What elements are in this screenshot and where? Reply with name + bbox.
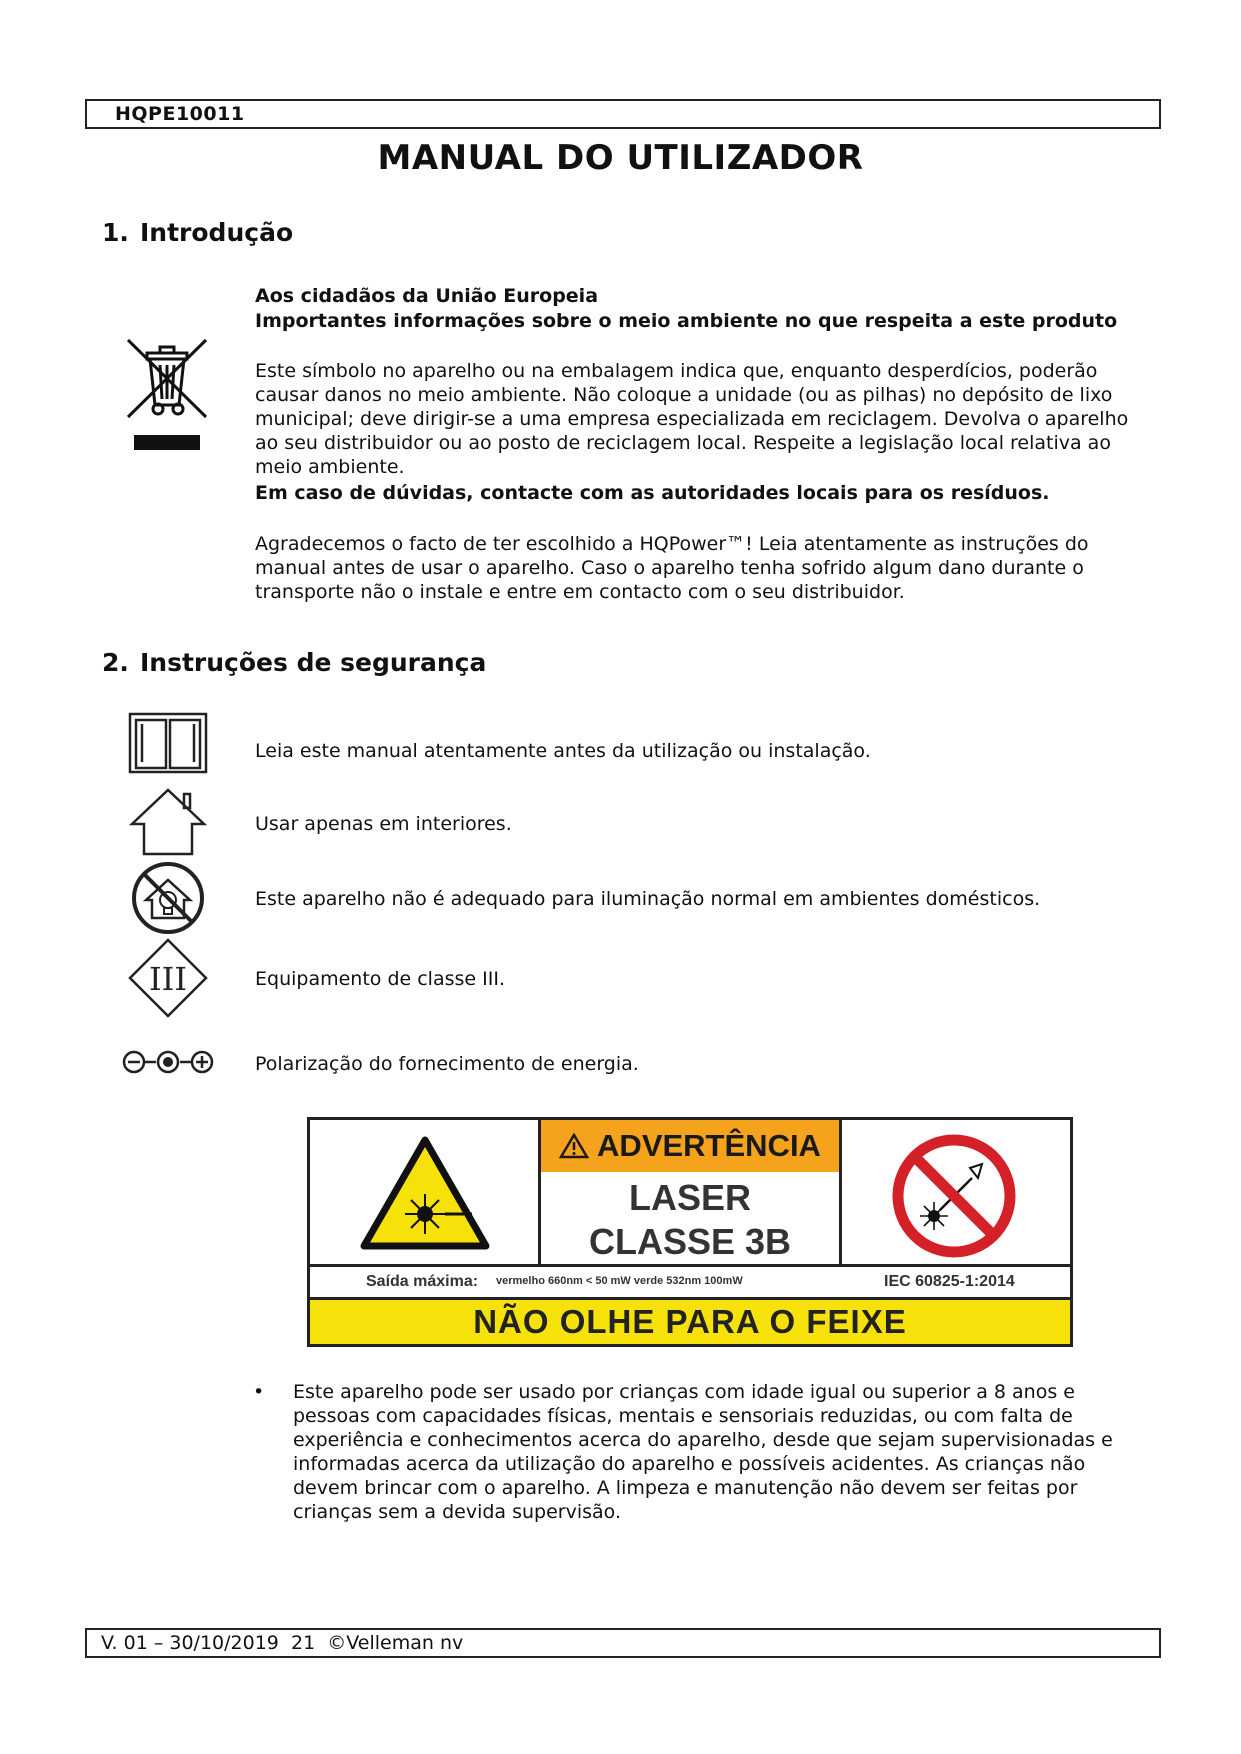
children-bullet-text: Este aparelho pode ser usado por crianças com idade igual ou superior a 8 anos e pessoas com capacidades físicas, mentais e sensoriais reduzidas, ou com falta de experiência e conhecimentos acerca do aparelho, desde que sejam supervisionadas e informadas acerca da utilização do aparelho e possíveis acidentes. As crianças não devem brincar com o aparelho. A limpeza e manutenção não devem ser feitas por crianças sem a devida supervisão.: [293, 1381, 1113, 1523]
laser-warning-label: [307, 1117, 1073, 1347]
thanks-paragraph: Agradecemos o facto de ter escolhido a HQPower™! Leia atentamente as instruções do manual antes de usar o aparelho. Caso o aparelho tenha sofrido algum dano durante o transporte não o instale e entre em contacto com o seu distribuidor.: [255, 533, 1089, 603]
indoor-house-icon: [128, 786, 208, 856]
warning-header-text: ADVERTÊNCIA: [597, 1128, 821, 1163]
section-2-title: Instruções de segurança: [140, 648, 487, 677]
warning-text-cell: [538, 1120, 842, 1264]
no-look-cell: [842, 1120, 1070, 1264]
footer-text: [101, 1632, 463, 1654]
do-not-look-banner: NÃO OLHE PARA O FEIXE: [310, 1297, 1070, 1344]
no-direct-beam-icon: [890, 1132, 1018, 1260]
manual-book-icon: [128, 710, 208, 776]
footer-box: [85, 1628, 1161, 1658]
laser-class: [541, 1176, 839, 1264]
output-label: Saída máxima:: [366, 1273, 479, 1290]
warning-header: [541, 1120, 839, 1172]
footer-version: V. 01 – 30/10/2019: [101, 1632, 279, 1654]
footer-page-number: 21: [291, 1632, 316, 1654]
laser-hazard-icon: [360, 1136, 490, 1252]
caution-triangle-icon: [559, 1133, 589, 1159]
section-2-heading: [102, 648, 486, 677]
laser-hazard-cell: [310, 1120, 538, 1264]
safety-item-indoor: Usar apenas em interiores.: [255, 813, 512, 835]
page-title: MANUAL DO UTILIZADOR: [377, 138, 864, 178]
eu-bold-note: Em caso de dúvidas, contacte com as autoridades locais para os resíduos.: [255, 482, 1050, 504]
no-household-lamp-icon: [130, 860, 206, 936]
eu-subtitle: Importantes informações sobre o meio ambiente no que respeita a este produto: [255, 310, 1118, 332]
warning-top-row: [310, 1120, 1070, 1267]
weee-bin-icon: [122, 335, 212, 455]
laser-line-2: CLASSE 3B: [588, 1221, 792, 1262]
polarity-icon: [122, 1046, 214, 1078]
laser-line-1: LASER: [628, 1177, 751, 1218]
section-1-number: 1.: [102, 218, 129, 247]
iec-standard: IEC 60825-1:2014: [884, 1273, 1015, 1290]
eu-body: Este símbolo no aparelho ou na embalagem indica que, enquanto desperdícios, poderão causar danos no meio ambiente. Não coloque a unidade (ou as pilhas) no depósito de lixo municipal; deve dirigir-se a uma empresa especializada em reciclagem. Devolva o aparelho ao seu distribuidor ou ao posto de reciclagem local. Respeite a legislação local relativa ao meio ambiente.: [255, 360, 1129, 478]
output-spec: vermelho 660nm < 50 mW verde 532nm 100mW: [496, 1275, 743, 1287]
class-iii-icon: [128, 938, 208, 1018]
safety-item-polarity: Polarização do fornecimento de energia.: [255, 1053, 639, 1075]
safety-item-no-household: Este aparelho não é adequado para iluminação normal em ambientes domésticos.: [255, 888, 1041, 910]
safety-item-class-iii: Equipamento de classe III.: [255, 968, 505, 990]
header-box: [85, 99, 1161, 129]
footer-copyright: ©Velleman nv: [327, 1632, 464, 1654]
section-1-title: Introdução: [140, 218, 294, 247]
safety-item-read-manual: Leia este manual atentamente antes da utilização ou instalação.: [255, 740, 871, 762]
bullet-marker: •: [253, 1381, 265, 1403]
eu-title: Aos cidadãos da União Europeia: [255, 285, 599, 307]
model-number: HQPE10011: [115, 103, 245, 125]
section-2-number: 2.: [102, 648, 129, 677]
output-spec-row: [310, 1267, 1070, 1297]
svg-text:III: III: [149, 960, 187, 998]
section-1-heading: [102, 218, 293, 247]
